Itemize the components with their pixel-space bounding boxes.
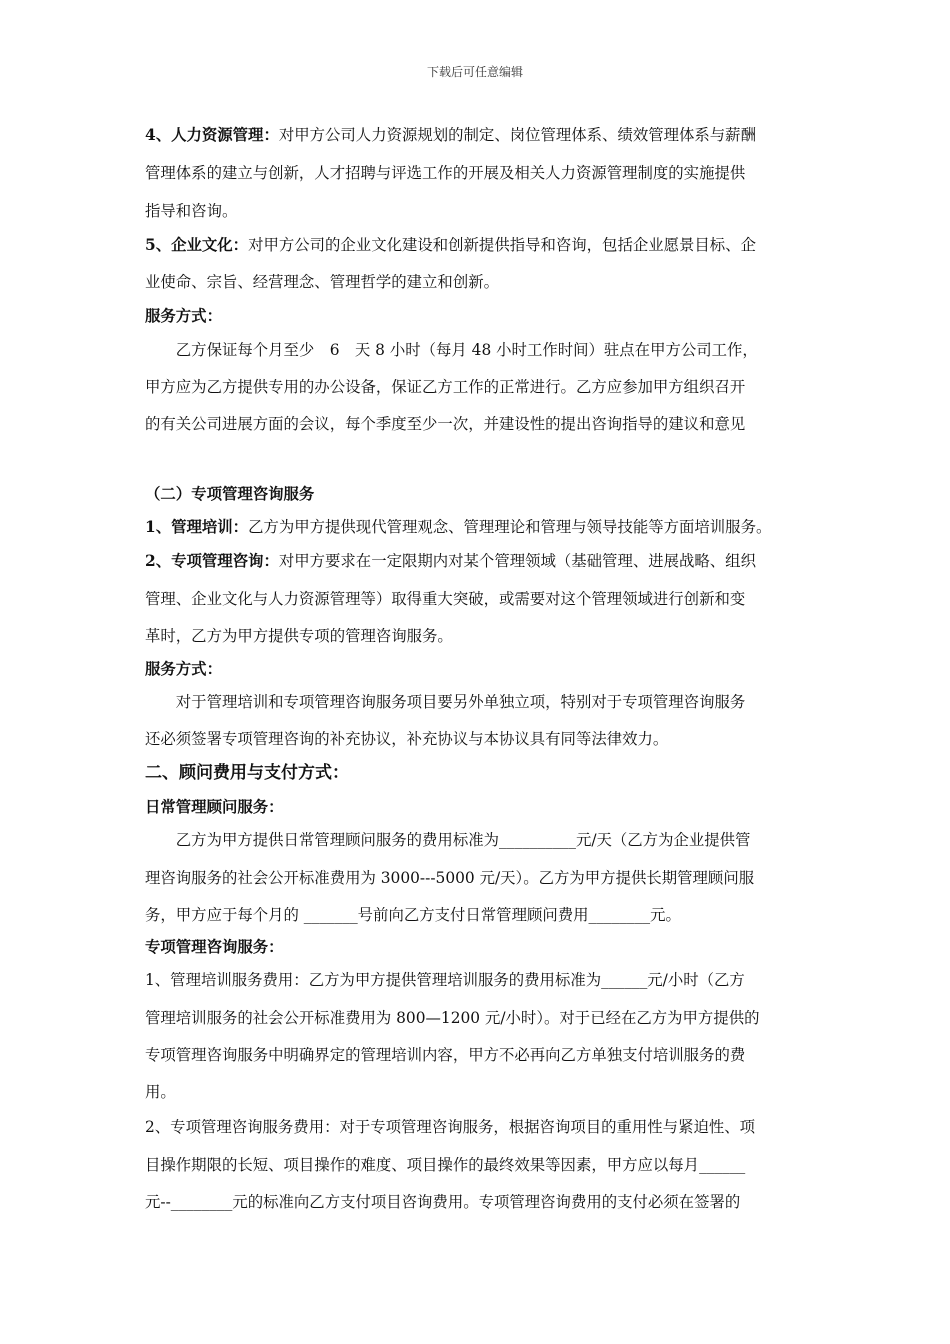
doc-line [145,830,810,850]
line-text: 对甲方公司人力资源规划的制定、岗位管理体系、绩效管理体系与薪酬 [278,126,756,144]
doc-line [145,626,810,646]
doc-heading [145,763,810,783]
doc-line [145,868,810,888]
doc-line [145,414,810,434]
line-text: 元--________元的标准向乙方支付项目咨询费用。专项管理咨询费用的支付必须在签署的 [145,1193,741,1211]
doc-line [145,589,810,609]
doc-line [145,272,810,292]
doc-line [145,797,810,817]
line-text: 业使命、宗旨、经营理念、管理哲学的建立和创新。 [145,273,499,291]
line-text: 乙方保证每个月至少 6 天 8 小时（每月 48 小时工作时间）驻点在甲方公司工作， [145,341,758,359]
line-text: 乙方为甲方提供现代管理观念、管理理论和管理与领导技能等方面培训服务。 [248,518,772,536]
section-label: （二）专项管理咨询服务 [145,485,315,503]
doc-line [145,1045,810,1065]
doc-line [145,659,810,679]
section-label: 2、专项管理咨询： [145,552,279,570]
page-header: 下载后可任意编辑 [426,65,523,79]
doc-line [145,692,810,712]
line-text: 目操作期限的长短、项目操作的难度、项目操作的最终效果等因素，甲方应以每月______ [145,1156,746,1174]
doc-line [145,125,810,145]
line-text: 专项管理咨询服务中明确界定的管理培训内容，甲方不必再向乙方单独支付培训服务的费 [145,1046,746,1064]
doc-line [145,235,810,255]
doc-line [145,306,810,326]
line-text: 管理、企业文化与人力资源管理等）取得重大突破，或需要对这个管理领域进行创新和变 [145,590,746,608]
section-label: 5、企业文化： [145,236,249,254]
line-text: 指导和咨询。 [145,202,238,220]
line-text: 革时，乙方为甲方提供专项的管理咨询服务。 [145,627,453,645]
doc-line [145,937,810,957]
doc-line [145,201,810,221]
doc-line [145,1117,810,1137]
doc-line [145,517,810,537]
doc-line [145,970,810,990]
line-text: 务，甲方应于每个月的 _______号前向乙方支付日常管理顾问费用________元。 [145,906,681,924]
doc-line [145,163,810,183]
doc-line [145,1155,810,1175]
section-label: 专项管理咨询服务： [145,938,284,956]
line-text: 还必须签署专项管理咨询的补充协议，补充协议与本协议具有同等法律效力。 [145,730,669,748]
doc-line [145,551,810,571]
doc-line [145,905,810,925]
heading-text: 二、顾问费用与支付方式： [145,763,349,783]
section-label: 日常管理顾问服务： [145,798,284,816]
doc-line [145,484,810,504]
line-text: 用。 [145,1083,176,1101]
section-label: 服务方式： [145,307,222,325]
section-label: 4、人力资源管理： [145,126,279,144]
line-text: 管理体系的建立与创新，人才招聘与评选工作的开展及相关人力资源管理制度的实施提供 [145,164,746,182]
line-text: 乙方为甲方提供日常管理顾问服务的费用标准为__________元/天（乙方为企业提供管 [145,831,751,849]
doc-line [145,1192,810,1212]
doc-line [145,1082,810,1102]
doc-line [145,340,810,360]
doc-line [145,377,810,397]
line-text: 对甲方要求在一定限期内对某个管理领域（基础管理、进展战略、组织 [278,552,756,570]
line-text: 理咨询服务的社会公开标准费用为 3000---5000 元/天）。乙方为甲方提供长期管理顾问服 [145,869,755,887]
line-text: 1、管理培训服务费用：乙方为甲方提供管理培训服务的费用标准为______元/小时（乙方 [145,971,745,989]
section-label: 服务方式： [145,660,222,678]
line-text: 的有关公司进展方面的会议，每个季度至少一次，并建设性的提出咨询指导的建议和意见 [145,415,746,433]
line-text: 管理培训服务的社会公开标准费用为 800—1200 元/小时）。对于已经在乙方为甲方提供的 [145,1009,760,1027]
doc-line [145,1008,810,1028]
line-text: 甲方应为乙方提供专用的办公设备，保证乙方工作的正常进行。乙方应参加甲方组织召开 [145,378,746,396]
section-label: 1、管理培训： [145,518,249,536]
line-text: 2、专项管理咨询服务费用：对于专项管理咨询服务，根据咨询项目的重用性与紧迫性、项 [145,1118,756,1136]
line-text: 对于管理培训和专项管理咨询服务项目要另外单独立项，特别对于专项管理咨询服务 [145,693,746,711]
line-text: 对甲方公司的企业文化建设和创新提供指导和咨询，包括企业愿景目标、企 [248,236,756,254]
doc-line [145,729,810,749]
